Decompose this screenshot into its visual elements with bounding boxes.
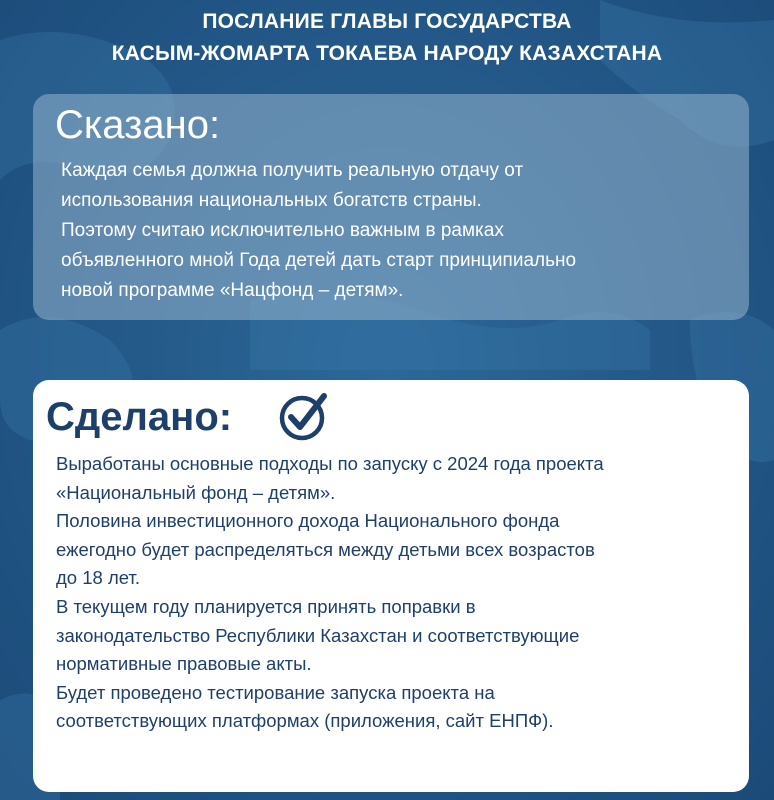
said-line: новой программе «Нацфонд – детям». — [61, 280, 404, 301]
done-line: законодательство Республики Казахстан и соответствующие — [56, 624, 580, 646]
check-circle-icon — [278, 390, 330, 442]
said-line: Каждая семья должна получить реальную отдачу от — [61, 160, 524, 181]
said-line: объявленного мной Года детей дать старт принципиально — [61, 250, 577, 271]
said-title: Сказано: — [55, 103, 221, 147]
done-line: нормативные правовые акты. — [56, 653, 312, 675]
done-line: «Национальный фонд – детям». — [56, 481, 336, 503]
said-card — [33, 94, 749, 320]
page-header — [0, 6, 774, 70]
header-line-2: КАСЫМ-ЖОМАРТА ТОКАЕВА НАРОДУ КАЗАХСТАНА — [111, 42, 663, 65]
done-line: Будет проведено тестирование запуска проекта на — [56, 681, 495, 703]
done-card — [33, 380, 749, 792]
done-title: Сделано: — [46, 395, 233, 439]
said-line: Поэтому считаю исключительно важным в рамках — [61, 220, 504, 241]
done-line: Выработаны основные подходы по запуску с 2024 года проекта — [56, 453, 604, 474]
done-line: соответствующих платформах (приложения, сайт ЕНПФ). — [56, 710, 554, 732]
done-text — [56, 450, 736, 736]
header-line-1: ПОСЛАНИЕ ГЛАВЫ ГОСУДАРСТВА — [202, 10, 572, 33]
done-line: Половина инвестиционного дохода Национального фонда — [56, 510, 560, 532]
said-text — [61, 156, 741, 306]
done-line: ежегодно будет распределяться между детьми всех возрастов — [56, 538, 595, 560]
done-line: до 18 лет. — [56, 567, 140, 589]
done-line: В текущем году планируется принять поправки в — [56, 595, 476, 617]
said-line: использования национальных богатств страны. — [61, 190, 482, 211]
